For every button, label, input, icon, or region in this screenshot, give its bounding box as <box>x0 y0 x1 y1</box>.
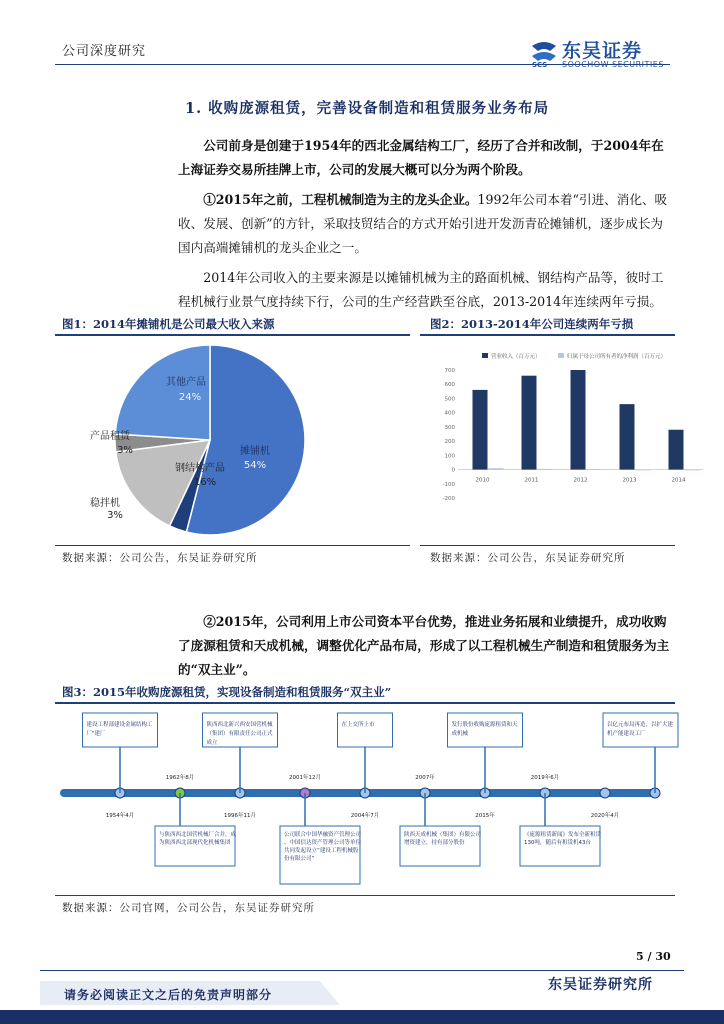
bar-net-profit <box>587 469 602 470</box>
timeline-event-text: 与陕西西北国营机械厂合并，成 <box>159 832 237 838</box>
section-title: 1. 收购庞源租赁，完善设备制造和租赁服务业务布局 <box>185 100 550 117</box>
footer-institute: 东吴证券研究所 <box>548 977 653 993</box>
timeline-date: 1996年11月 <box>224 813 256 819</box>
x-tick-label: 2010 <box>475 477 490 484</box>
y-tick-label: 0 <box>451 467 455 474</box>
y-tick-label: -100 <box>442 481 455 488</box>
paragraph-2014-revenue: 2014年公司收入的主要来源是以摊铺机械为主的路面机械、钢结构产品等，彼时工程机械行业景气度持续下行，公司的生产经营跌至谷底，2013-2014年连续两年亏损。 <box>178 270 664 309</box>
bar-revenue <box>669 430 684 470</box>
timeline-event-text: 130吨，随后有租赁机43台 <box>524 840 591 846</box>
pie-percent-label: 24% <box>178 392 202 403</box>
stage-one-heading: ①2015年之前，工程机械制造为主的龙头企业。 <box>203 192 478 207</box>
page-number: 5 / 30 <box>636 950 671 963</box>
timeline-event-box <box>338 713 393 747</box>
timeline-event-text: 机产能建设工厂 <box>607 731 646 737</box>
timeline-event-text: 建设工程部建设金属结构工 <box>86 722 153 728</box>
timeline-node <box>600 788 610 798</box>
logo-name: 东吴证券 <box>562 40 643 62</box>
figure-3-source: 数据来源：公司官网，公司公告，东吴证券研究所 <box>62 902 315 914</box>
figure-1-divider <box>55 334 410 336</box>
paragraph-stage-two: ②2015年，公司利用上市公司资本平台优势，推进业务拓展和业绩提升，成功收购了庞源租赁和天成机械，调整优化产品布局，形成了以工程机械生产制造和租赁服务为主的“双主业”。 <box>178 614 670 677</box>
legend-swatch <box>482 353 488 358</box>
timeline-event-text: 发行股份收购庞源租赁和天 <box>451 722 518 728</box>
timeline-event-text: 、中国信达资产管理公司等单位 <box>284 840 362 846</box>
timeline-event-text: 陕西西北新兴西安国营机械 <box>206 722 273 728</box>
figure-1-source: 数据来源：公司公告，东吴证券研究所 <box>62 552 258 564</box>
x-tick-label: 2013 <box>622 477 637 484</box>
bar-chart-revenue-profit <box>430 345 710 510</box>
timeline-event-text: 陕西天成机械（集团）有限公司 <box>404 832 482 838</box>
figure-3-divider <box>55 702 675 704</box>
y-tick-label: 500 <box>444 396 455 403</box>
figure-1-bottom-divider <box>55 545 410 546</box>
timeline-event-text: 《庞源租赁新闻》发布全新租赁 <box>524 832 602 838</box>
pie-category-label: 摊铺机 <box>240 446 270 457</box>
company-history-timeline <box>60 708 680 893</box>
legend-swatch <box>558 353 564 358</box>
bar-revenue <box>473 390 488 470</box>
y-tick-label: 100 <box>444 453 455 460</box>
paragraph-intro-text: 公司前身是创建于1954年的西北金属结构工厂，经历了合并和改制，于2004年在上海证券交易所挂牌上市，公司的发展大概可以分为两个阶段。 <box>178 138 664 177</box>
timeline-date: 2004年7月 <box>350 813 380 819</box>
timeline-event-text: 厂"建厂 <box>86 731 106 737</box>
timeline-date: 2001年12月 <box>289 775 321 781</box>
legend-label: 归属于母公司所有者的净利润（百万元） <box>567 354 667 360</box>
y-tick-label: 400 <box>444 410 455 417</box>
report-type-label: 公司深度研究 <box>62 44 147 59</box>
figure-2-source: 数据来源：公司公告，东吴证券研究所 <box>430 552 626 564</box>
pie-percent-label: 3% <box>107 510 123 521</box>
bar-net-profit <box>685 470 700 471</box>
timeline-event-box <box>603 713 678 747</box>
paragraph-stage-one <box>178 188 674 260</box>
timeline-event-box <box>83 713 158 747</box>
timeline-event-text: 成立 <box>206 740 218 746</box>
figure-3-bottom-divider <box>55 895 675 896</box>
legend-label: 营业收入（百万元） <box>491 354 541 360</box>
bar-revenue <box>620 404 635 469</box>
timeline-date: 2015年 <box>475 813 495 819</box>
timeline-date: 2019年6月 <box>530 775 560 781</box>
timeline-event-text: 以亿元布局再造，以扩大建 <box>607 722 674 728</box>
x-tick-label: 2012 <box>573 477 588 484</box>
timeline-event-text: 公司联合中国华融资产管理公司 <box>284 832 362 838</box>
footer-divider <box>40 970 684 971</box>
stage-one-text: 1992年公司本着“引进、消化、吸收、发展、创新”的方针，采取技贸结合的方式开始引进开发沥青砼摊铺机，逐步成长为国内高端摊铺机的龙头企业之一。 <box>178 192 668 255</box>
pie-category-label: 产品租赁 <box>90 431 130 442</box>
x-tick-label: 2011 <box>524 477 539 484</box>
footer-bar <box>0 1010 724 1024</box>
pie-percent-label: 16% <box>193 477 217 488</box>
paragraph-intro <box>178 134 674 182</box>
timeline-event-text: 共同发起设立“建设工程机械股 <box>284 848 359 854</box>
y-tick-label: -200 <box>442 496 455 502</box>
figure-2-divider <box>420 334 675 336</box>
bar-net-profit <box>636 470 651 471</box>
bar-revenue <box>522 376 537 470</box>
bar-revenue <box>571 370 586 470</box>
y-tick-label: 600 <box>444 382 455 389</box>
timeline-date: 1962年8月 <box>165 775 195 781</box>
figure-3-title: 图3：2015年收购庞源租赁，实现设备制造和租赁服务“双主业” <box>62 685 392 699</box>
timeline-event-text: 在上交所上市 <box>341 722 375 728</box>
y-tick-label: 700 <box>444 368 455 374</box>
timeline-event-text: 为陕西西北部现代化机械集团 <box>159 840 231 846</box>
bar-net-profit <box>538 469 553 470</box>
figure-1-title: 图1：2014年摊铺机是公司最大收入来源 <box>62 317 275 331</box>
pie-chart-revenue-mix <box>60 340 360 540</box>
timeline-event-text: 增资建立，持有部分股份 <box>404 840 465 846</box>
timeline-date: 1954年4月 <box>105 813 135 819</box>
pie-percent-label: 54% <box>243 460 267 471</box>
figure-2-title: 图2：2013-2014年公司连续两年亏损 <box>430 317 634 331</box>
bar-net-profit <box>489 468 504 469</box>
footer-disclaimer: 请务必阅读正文之后的免责声明部分 <box>64 988 273 1002</box>
x-tick-label: 2014 <box>671 477 686 484</box>
pie-percent-label: 3% <box>117 445 133 456</box>
timeline-event-text: 成机械 <box>451 731 469 737</box>
timeline-event-box <box>448 713 523 747</box>
pie-category-label: 稳拌机 <box>90 498 120 509</box>
y-tick-label: 200 <box>444 439 455 446</box>
timeline-date: 2007年 <box>415 775 435 781</box>
header-divider <box>55 64 670 65</box>
timeline-event-text: 份有限公司” <box>284 856 315 862</box>
pie-category-label: 钢结构产品 <box>175 463 225 474</box>
timeline-event-text: （集团）有限责任公司正式 <box>206 731 273 737</box>
pie-category-label: 其他产品 <box>166 377 206 388</box>
y-tick-label: 300 <box>444 424 455 431</box>
timeline-date: 2020年4月 <box>590 813 620 819</box>
figure-2-bottom-divider <box>420 545 675 546</box>
